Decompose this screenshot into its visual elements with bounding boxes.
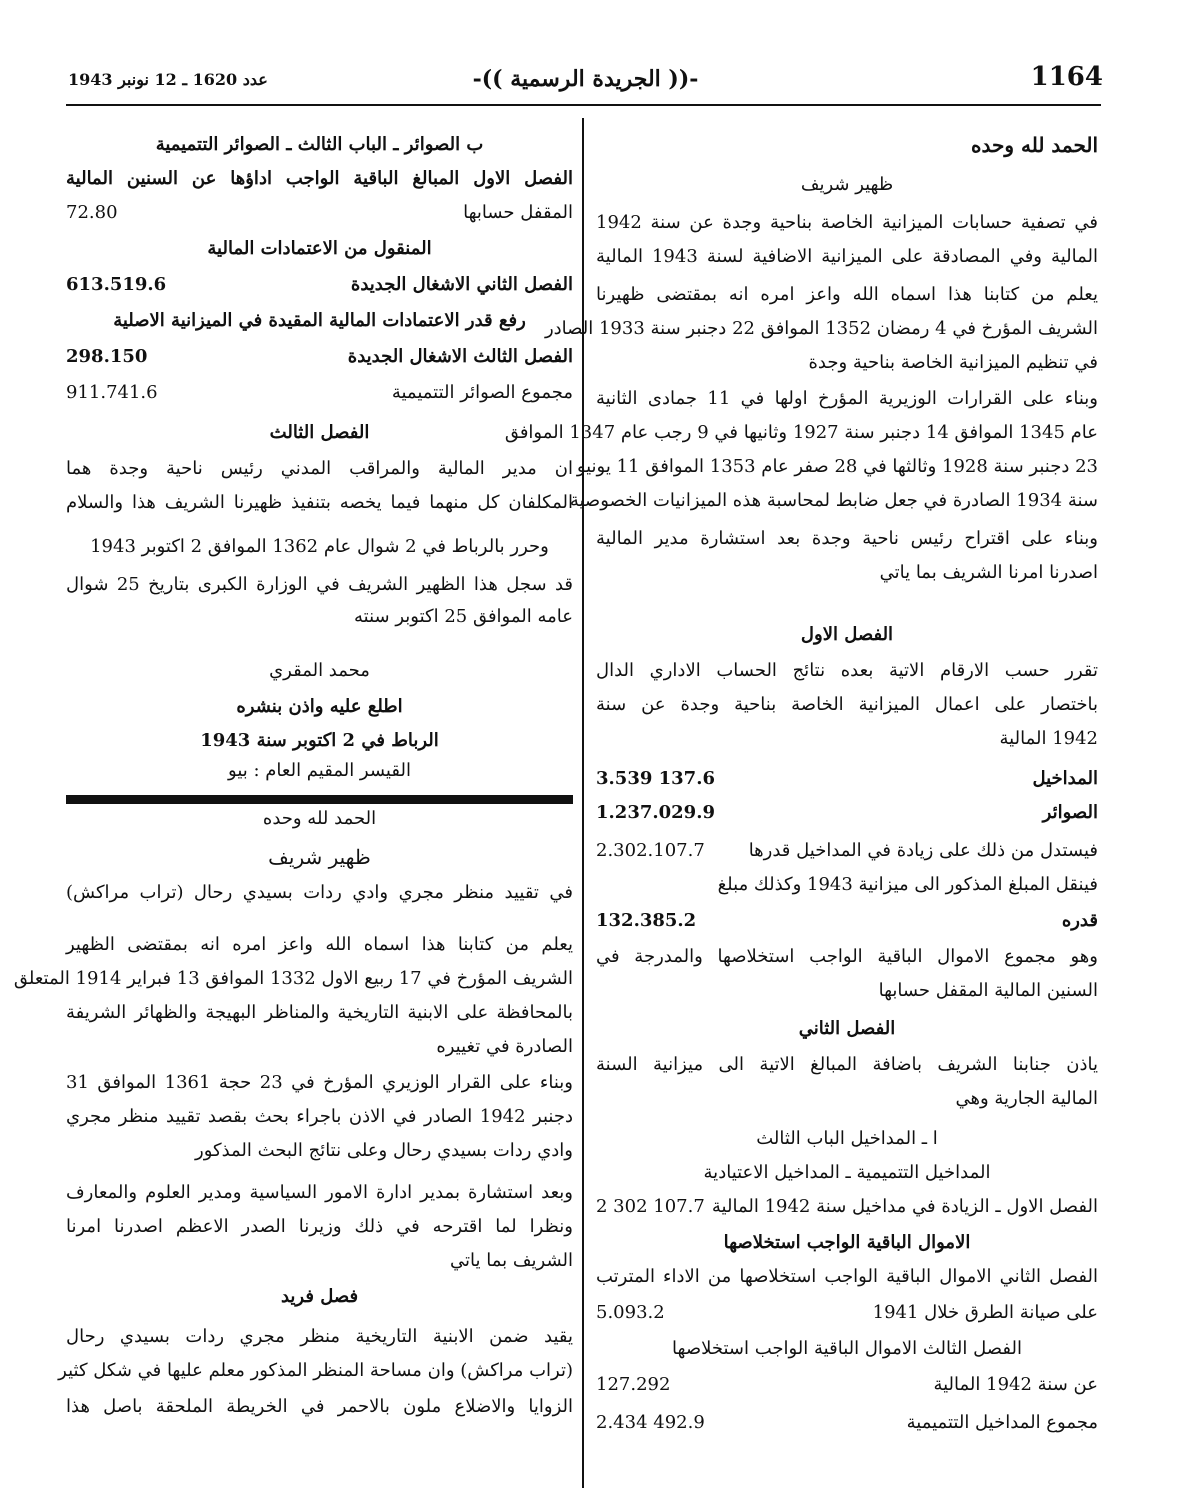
issue-info: عدد 1620 ـ 12 نونبر 1943 <box>68 70 268 89</box>
right-column-line: ياذن جنابنا الشريف باضافة المبالغ الاتية الى ميزانية السنة <box>596 1054 1098 1075</box>
left-column-line: (تراب مراكش) وان مساحة المنظر المذكور معلم عليها في شكل كثير <box>58 1360 573 1381</box>
right-column-line <box>596 904 1098 938</box>
left-column-line <box>66 690 573 724</box>
line-text: الفصل الاول <box>800 624 894 645</box>
line-text: المداخيل التتميمية ـ المداخيل الاعتيادية <box>703 1162 991 1183</box>
amount-value: 3.539 137.6 <box>596 768 715 789</box>
left-column-line <box>66 416 573 450</box>
line-text: اطلع عليه واذن بنشره <box>236 696 403 717</box>
left-column-line: وبعد استشارة بمدير ادارة الامور السياسية ومدير العلوم والمعارف <box>66 1182 573 1203</box>
line-text: الرباط في 2 اكتوبر سنة 1943 <box>200 730 439 751</box>
line-text: المداخيل <box>1032 768 1098 789</box>
right-column-line: عام 1345 الموافق 14 دجنبر سنة 1927 وثانيها في 9 رجب عام 1347 الموافق <box>504 422 1098 443</box>
left-column-line <box>66 128 573 162</box>
line-text: وادي ردات بسيدي رحال وعلى نتائج البحث المذكور <box>195 1140 573 1161</box>
left-column-line: وبناء على القرار الوزيري المؤرخ في 23 حجة 1361 الموافق 31 <box>66 1072 573 1093</box>
line-text: الفصل الثالث الاموال الباقية الواجب استخلاصها <box>672 1338 1022 1359</box>
left-column-line: الفصل الاول المبالغ الباقية الواجب اداؤها عن السنين المالية <box>66 168 573 189</box>
left-column-line <box>66 376 573 410</box>
left-column-line <box>66 724 573 758</box>
line-text: المالية الجارية وهي <box>955 1088 1098 1109</box>
line-text: اصدرنا امرنا الشريف بما ياتي <box>879 562 1098 583</box>
right-column-line <box>596 1368 1098 1402</box>
right-column-line: وبناء على اقتراح رئيس ناحية وجدة بعد استشارة مدير المالية <box>596 528 1098 549</box>
amount-value: 2.434 492.9 <box>596 1412 705 1433</box>
left-column-line <box>66 232 573 266</box>
right-column-line: سنة 1934 الصادرة في جعل ضابط لمحاسبة هذه الميزانيات الخصوصية <box>569 490 1098 511</box>
left-column-line <box>66 1244 573 1278</box>
line-text: على صيانة الطرق خلال 1941 <box>872 1302 1098 1323</box>
amount-value: 1.237.029.9 <box>596 802 715 823</box>
amount-value: 2.302.107.7 <box>596 840 705 861</box>
right-column-line <box>596 1122 1098 1156</box>
line-text: عن سنة 1942 المالية <box>933 1374 1098 1395</box>
page-number: 1164 <box>1030 62 1103 92</box>
right-column-line <box>596 1332 1098 1366</box>
left-column-line <box>66 268 573 302</box>
amount-value: 127.292 <box>596 1374 671 1395</box>
right-column-line: وهو مجموع الاموال الباقية الواجب استخلاصها والمدرجة في <box>596 946 1098 967</box>
left-column-line <box>66 654 573 688</box>
line-text: عامه الموافق 25 اكتوبر سنته <box>354 606 573 627</box>
left-column-line: الشريف المؤرخ في 17 ربيع الاول 1332 الموافق 13 فبراير 1914 المتعلق <box>13 968 573 989</box>
line-text: فينقل المبلغ المذكور الى ميزانية 1943 وكذلك مبلغ <box>717 874 1098 895</box>
right-column-line <box>596 1082 1098 1116</box>
left-column-line: الزوايا والاضلاع ملون بالاحمر في الخريطة الملحقة باصل هذا <box>66 1396 573 1417</box>
line-text: قدره <box>1061 910 1098 931</box>
left-column-line: بالمحافظة على الابنية التاريخية والمناظر البهيجة والظهائر الشريفة <box>66 1002 573 1023</box>
line-text: الحمد لله وحده <box>262 808 377 829</box>
left-column-line <box>66 1030 573 1064</box>
right-column-line <box>596 618 1098 652</box>
left-column-line <box>66 600 573 634</box>
right-column-line <box>596 168 1098 202</box>
gazette-title: -(( الجريدة الرسمية ))- <box>472 66 699 92</box>
right-column-line <box>596 868 1098 902</box>
line-text: مجموع المداخيل التتميمية <box>906 1412 1098 1433</box>
line-text: ظهير شريف <box>800 174 894 195</box>
left-column-line: ونظرا لما اقترحه في ذلك وزيرنا الصدر الاعظم اصدرنا امرنا <box>66 1216 573 1237</box>
line-text: الاموال الباقية الواجب استخلاصها <box>723 1232 971 1253</box>
left-column-line <box>66 1280 573 1314</box>
right-column-line <box>596 834 1098 868</box>
left-column-line <box>66 304 573 338</box>
right-column-line: في تصفية حسابات الميزانية الخاصة بناحية وجدة عن سنة 1942 <box>596 212 1098 233</box>
header-rule <box>66 104 1101 106</box>
amount-value: 298.150 <box>66 346 148 367</box>
left-column-line <box>66 802 573 836</box>
line-text: ظهير شريف <box>268 845 371 869</box>
line-text: الصوائر <box>1042 802 1098 823</box>
left-column-line: دجنبر 1942 الصادر في الاذن باجراء بحث بقصد تقييد منظر مجري <box>66 1106 573 1127</box>
left-column-line: قد سجل هذا الظهير الشريف في الوزارة الكبرى بتاريخ 25 شوال <box>66 574 573 595</box>
right-column-line: المالية وفي المصادقة على الميزانية الاضافية لسنة 1943 المالية <box>596 246 1098 267</box>
right-column-line <box>596 762 1098 796</box>
right-column-line: الفصل الثاني الاموال الباقية الواجب استخلاصها من الاداء المترتب <box>596 1266 1098 1287</box>
right-column-line: وبناء على القرارات الوزيرية المؤرخ اولها في 11 جمادى الثانية <box>596 388 1098 409</box>
left-column-line <box>66 840 573 874</box>
line-text: الفصل الاول ـ الزيادة في مداخيل سنة 1942 المالية <box>711 1196 1098 1217</box>
line-text: القيسر المقيم العام : بيو <box>228 760 411 781</box>
left-column-line <box>66 196 573 230</box>
right-column-line <box>596 796 1098 830</box>
line-text: السنين المالية المقفل حسابها <box>878 980 1098 1001</box>
amount-value: 5.093.2 <box>596 1302 665 1323</box>
left-column-line <box>66 530 573 564</box>
amount-value: 613.519.6 <box>66 274 167 295</box>
right-column-line <box>596 1156 1098 1190</box>
right-column-line: الشريف المؤرخ في 4 رمضان 1352 الموافق 22 دجنبر سنة 1933 الصادر <box>544 318 1098 339</box>
line-text: المنقول من الاعتمادات المالية <box>207 238 432 259</box>
line-text: الفصل الثاني الاشغال الجديدة <box>350 274 573 295</box>
line-text: محمد المقري <box>269 660 370 681</box>
amount-value: 911.741.6 <box>66 382 158 403</box>
line-text: وحرر بالرباط في 2 شوال عام 1362 الموافق 2 اكتوبر 1943 <box>90 536 549 557</box>
page-header <box>68 62 1103 96</box>
line-text: ا ـ المداخيل الباب الثالث <box>756 1128 938 1149</box>
amount-value: 132.385.2 <box>596 910 697 931</box>
left-column-line: في تقييد منظر مجري وادي ردات بسيدي رحال (تراب مراكش) <box>66 882 573 903</box>
line-text: الحمد لله وحده <box>971 133 1098 157</box>
right-column-line <box>596 346 1098 380</box>
left-column-line <box>66 340 573 374</box>
line-text: الشريف بما ياتي <box>450 1250 573 1271</box>
line-text: في تنظيم الميزانية الخاصة بناحية وجدة <box>808 352 1098 373</box>
left-column-line: المكلفان كل منهما فيما يخصه بتنفيذ ظهيرنا الشريف هذا والسلام <box>66 492 573 513</box>
line-text: رفع قدر الاعتمادات المالية المقيدة في الميزانية الاصلية <box>113 310 526 331</box>
line-text: 1942 المالية <box>999 728 1098 749</box>
right-column-line: تقرر حسب الارقام الاتية بعده نتائج الحساب الاداري الدال <box>596 660 1098 681</box>
line-text: الصادرة في تغييره <box>436 1036 573 1057</box>
right-column-line: 23 دجنبر سنة 1928 وثالثها في 28 صفر عام 1353 الموافق 11 يونيو <box>576 456 1098 477</box>
left-column-line: ان مدير المالية والمراقب المدني رئيس ناحية وجدة هما <box>66 458 573 479</box>
line-text: الفصل الثالث الاشغال الجديدة <box>347 346 573 367</box>
right-column-line <box>596 1406 1098 1440</box>
right-column-line <box>596 974 1098 1008</box>
right-column-line <box>596 722 1098 756</box>
left-column-line <box>66 754 573 788</box>
left-column-line <box>66 1134 573 1168</box>
right-column-line <box>596 1190 1098 1224</box>
line-text: مجموع الصوائر التتميمية <box>391 382 573 403</box>
line-text: المقفل حسابها <box>463 202 573 223</box>
right-column-line <box>596 1012 1098 1046</box>
line-text: الفصل الثالث <box>269 422 370 443</box>
line-text: ب الصوائر ـ الباب الثالث ـ الصوائر التتميمية <box>155 134 484 155</box>
amount-value: 72.80 <box>66 202 118 223</box>
left-column-line: يقيد ضمن الابنية التاريخية منظر مجري ردات بسيدي رحال <box>66 1326 573 1347</box>
left-column-line: يعلم من كتابنا هذا اسماه الله واعز امره انه بمقتضى الظهير <box>66 934 573 955</box>
right-column-line: باختصار على اعمال الميزانية الخاصة بناحية وجدة عن سنة <box>596 694 1098 715</box>
right-column-line <box>596 128 1098 162</box>
right-column-line: يعلم من كتابنا هذا اسماه الله واعز امره انه بمقتضى ظهيرنا <box>596 284 1098 305</box>
amount-value: 2 302 107.7 <box>596 1196 705 1217</box>
line-text: فصل فريد <box>280 1286 359 1307</box>
line-text: فيستدل من ذلك على زيادة في المداخيل قدرها <box>748 840 1098 861</box>
right-column-line <box>596 1226 1098 1260</box>
line-text: الفصل الثاني <box>798 1018 896 1039</box>
right-column-line <box>596 1296 1098 1330</box>
right-column-line <box>596 556 1098 590</box>
